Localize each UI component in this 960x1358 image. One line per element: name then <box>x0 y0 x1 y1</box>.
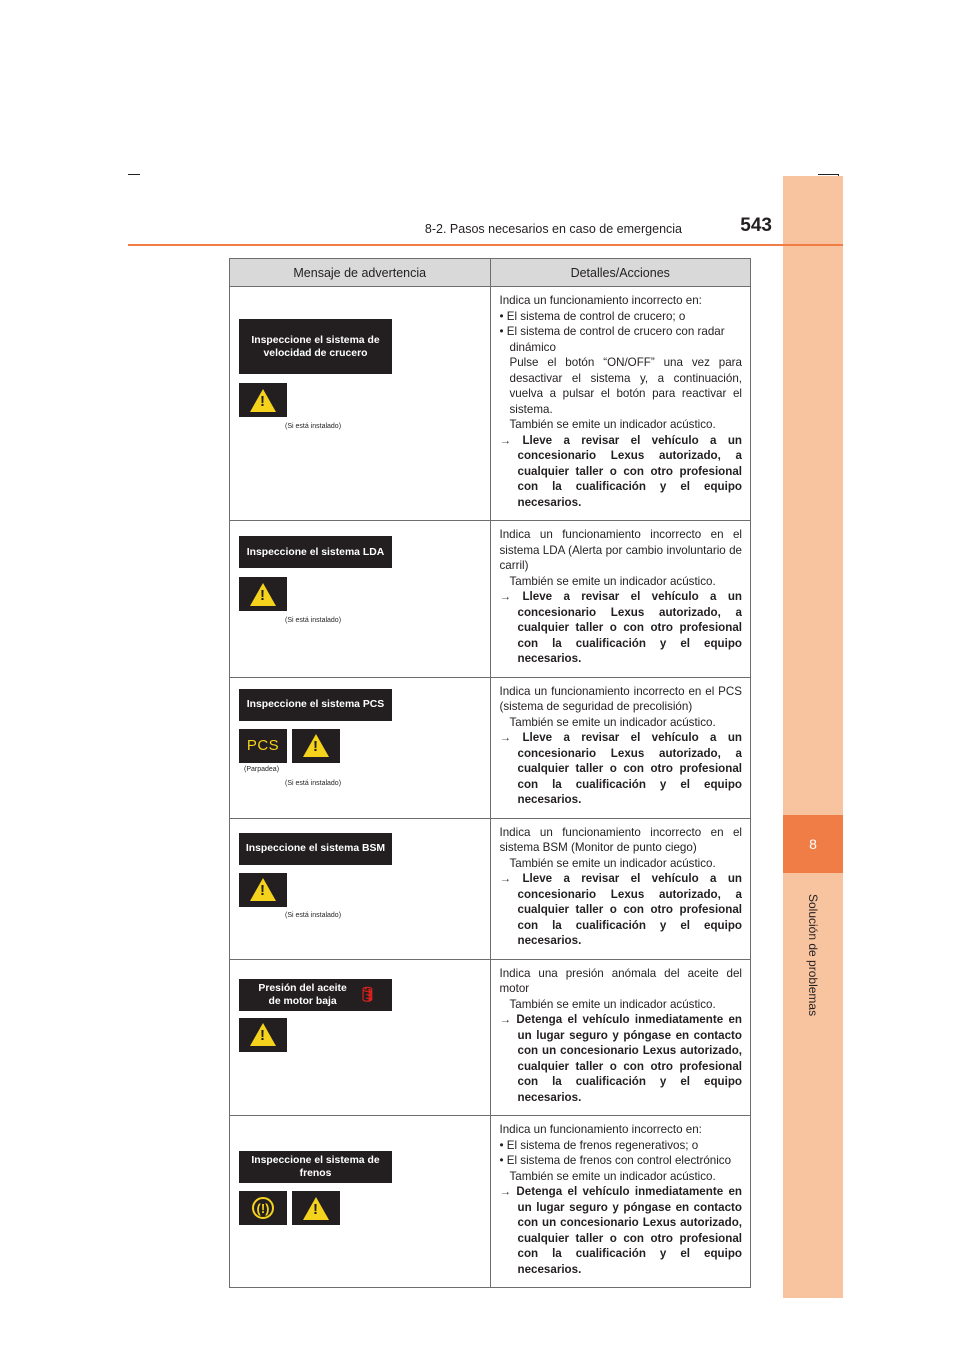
warning-table <box>229 258 751 1288</box>
message-cell <box>230 818 491 959</box>
section-title: 8-2. Pasos necesarios en caso de emergencia <box>424 222 682 236</box>
installed-note: (Si está instalado) <box>285 779 342 787</box>
page-number: 543 <box>740 215 772 236</box>
warning-triangle-icon <box>250 1023 276 1046</box>
warning-message-box: Inspeccione el sistema BSM <box>239 833 392 865</box>
blink-note: (Parpadea) <box>244 765 280 773</box>
crop-mark <box>818 174 838 175</box>
warning-message-box: Inspeccione el sistema de velocidad de crucero <box>239 319 392 374</box>
warning-indicator <box>239 577 287 611</box>
warning-message-box: Inspeccione el sistema de frenos <box>239 1151 392 1183</box>
warning-indicator <box>239 383 287 417</box>
warning-message-box: Inspeccione el sistema LDA <box>239 536 392 568</box>
action-text: → Lleve a revisar el vehículo a un concesionario Lexus autorizado, a cualquier taller o con otro profesional con la cualificación y el equipo necesarios. <box>499 433 742 509</box>
table-row <box>230 521 751 678</box>
crop-mark <box>128 174 140 175</box>
chapter-number: 8 <box>783 815 843 873</box>
action-text: → Detenga el vehículo inmediatamente en un lugar seguro y póngase en contacto con un concesionario Lexus autorizado, cualquier taller o con otro profesional con la cualificación y el equipo necesarios. <box>499 1013 742 1104</box>
brake-warning-icon: (!) <box>252 1197 274 1219</box>
action-text: → Detenga el vehículo inmediatamente en un lugar seguro y póngase en contacto con un concesionario Lexus autorizado, cualquier taller o con otro profesional con la cualificación y el equipo necesarios. <box>499 1185 742 1276</box>
message-cell <box>230 677 491 818</box>
table-row <box>230 1116 751 1288</box>
message-cell <box>230 287 491 521</box>
warning-triangle-icon <box>250 389 276 412</box>
warning-indicator <box>292 729 340 763</box>
table-row <box>230 959 751 1116</box>
brake-indicator <box>239 1191 287 1225</box>
warning-triangle-icon <box>303 1197 329 1220</box>
warning-indicator <box>239 873 287 907</box>
action-text: → Lleve a revisar el vehículo a un concesionario Lexus autorizado, a cualquier taller o con otro profesional con la cualificación y el equipo necesarios. <box>499 590 742 665</box>
warning-message-box: Inspeccione el sistema PCS <box>239 689 392 721</box>
column-header-message: Mensaje de advertencia <box>230 259 491 287</box>
details-cell: Indica una presión anómala del aceite del motor También se emite un indicador acústico. → Detenga el vehículo inmediatamente en un lugar seguro y póngase en contacto con un concesionario Lexus autorizado, cualquier taller o con otro profesional con la cualificación y el equipo necesarios. <box>490 959 751 1116</box>
table-row <box>230 287 751 521</box>
action-text: → Lleve a revisar el vehículo a un concesionario Lexus autorizado, a cualquier taller o con otro profesional con la cualificación y el equipo necesarios. <box>499 731 742 806</box>
installed-note: (Si está instalado) <box>285 423 342 430</box>
column-header-details: Detalles/Acciones <box>490 259 751 287</box>
oil-pressure-icon: 🛢︎ <box>358 986 377 1002</box>
warning-triangle-icon <box>303 734 329 757</box>
details-cell: Indica un funcionamiento incorrecto en el sistema LDA (Alerta por cambio involuntario de carril) También se emite un indicador acústico. → Lleve a revisar el vehículo a un concesionario Lexus autorizado, a cualquier taller o con otro profesional con la cualificación y el equipo necesarios. <box>490 521 751 678</box>
pcs-icon: PCS <box>246 737 280 754</box>
installed-note: (Si está instalado) <box>285 911 342 919</box>
message-cell <box>230 521 491 678</box>
message-cell <box>230 959 491 1116</box>
warning-indicator <box>239 1018 287 1052</box>
details-cell: Indica un funcionamiento incorrecto en: • El sistema de control de crucero; o • El sistema de control de crucero con radar dinámico Pulse el botón “ON/OFF” una vez para desactivar el sistema y, a continuación, vuelva a pulsar el botón para reactivar el sistema. También se emite un indicador acústico. → Lleve a revisar el vehículo a un concesionario Lexus autorizado, a cualquier taller o con otro profesional con la cualificación y el equipo necesarios. <box>490 287 751 521</box>
warning-message-box: Presión del aceite de motor baja 🛢︎ <box>239 979 392 1011</box>
table-row <box>230 818 751 959</box>
header-rule <box>128 244 843 246</box>
chapter-label: Solución de problemas <box>806 893 820 1017</box>
installed-note: (Si está instalado) <box>285 617 342 624</box>
message-cell <box>230 1116 491 1288</box>
details-cell: Indica un funcionamiento incorrecto en el PCS (sistema de seguridad de precolisión) También se emite un indicador acústico. → Lleve a revisar el vehículo a un concesionario Lexus autorizado, a cualquier taller o con otro profesional con la cualificación y el equipo necesarios. <box>490 677 751 818</box>
table-row <box>230 677 751 818</box>
details-cell: Indica un funcionamiento incorrecto en: • El sistema de frenos regenerativos; o • El sistema de frenos con control electrónico También se emite un indicador acústico. → Detenga el vehículo inmediatamente en un lugar seguro y póngase en contacto con un concesionario Lexus autorizado, cualquier taller o con otro profesional con la cualificación y el equipo necesarios. <box>490 1116 751 1288</box>
warning-triangle-icon <box>250 878 276 901</box>
action-text: → Lleve a revisar el vehículo a un concesionario Lexus autorizado, a cualquier taller o con otro profesional con la cualificación y el equipo necesarios. <box>499 872 742 947</box>
chapter-side-tab <box>783 176 843 1298</box>
warning-indicator <box>292 1191 340 1225</box>
warning-triangle-icon <box>250 583 276 606</box>
details-cell: Indica un funcionamiento incorrecto en el sistema BSM (Monitor de punto ciego) También se emite un indicador acústico. → Lleve a revisar el vehículo a un concesionario Lexus autorizado, a cualquier taller o con otro profesional con la cualificación y el equipo necesarios. <box>490 818 751 959</box>
pcs-indicator <box>239 729 287 763</box>
